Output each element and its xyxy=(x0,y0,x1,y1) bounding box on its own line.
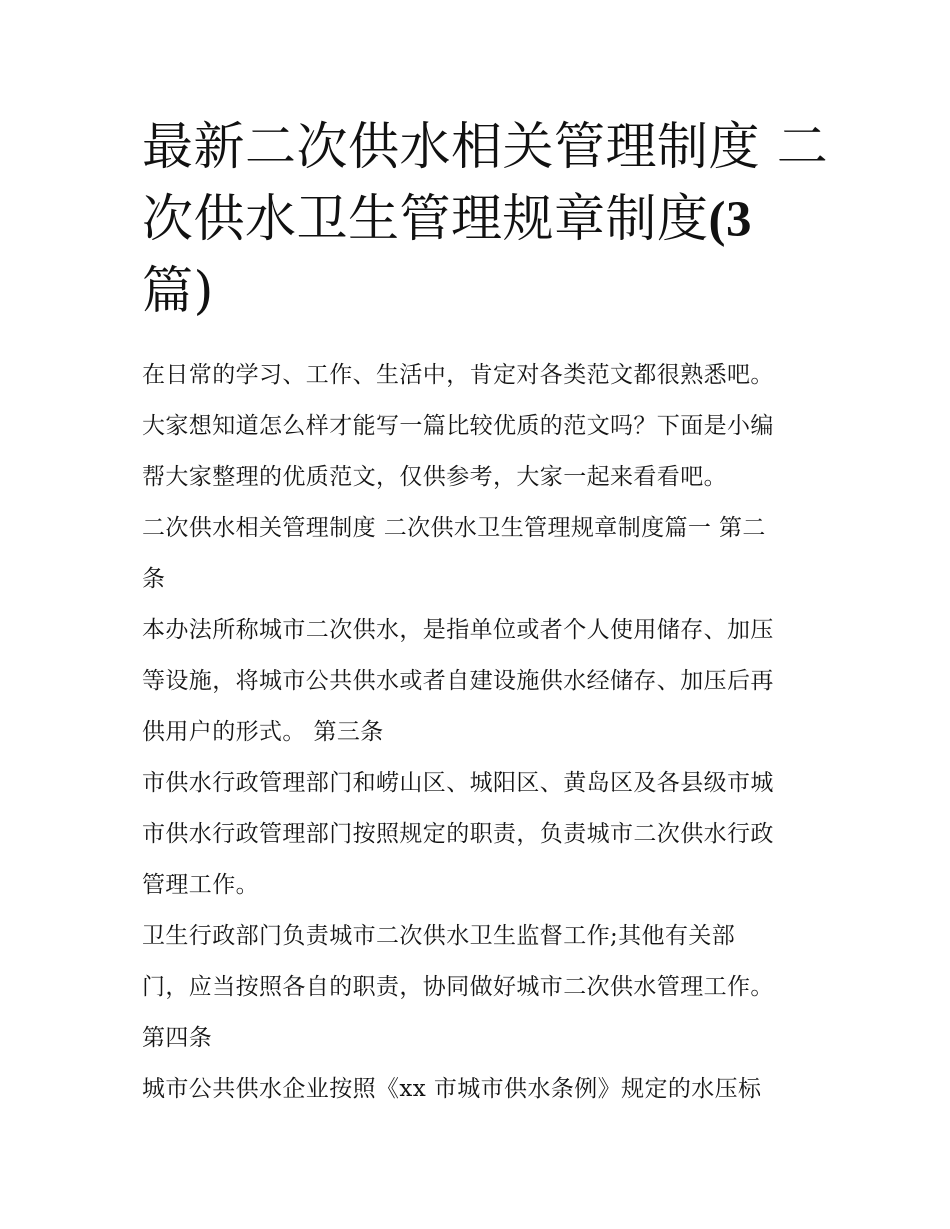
body-line: 供用户的形式。 第三条 xyxy=(142,719,384,745)
body-line: 在日常的学习、工作、生活中，肯定对各类范文都很熟悉吧。 xyxy=(142,362,774,388)
body-line: 本办法所称城市二次供水，是指单位或者个人使用储存、加压 xyxy=(142,617,774,643)
title-count-bold: (3 xyxy=(708,192,752,248)
body-line: 市供水行政管理部门按照规定的职责，负责城市二次供水行政 xyxy=(142,821,774,847)
title-line-3-text: 篇) xyxy=(142,262,214,321)
title-line-1: 最新二次供水相关管理制度 二 xyxy=(142,118,829,177)
title-line-2 xyxy=(142,184,822,256)
body-line: 市供水行政管理部门和崂山区、城阳区、黄岛区及各县级市城 xyxy=(142,770,774,796)
body-line: 等设施，将城市公共供水或者自建设施供水经储存、加压后再 xyxy=(142,668,774,694)
body-line: 大家想知道怎么样才能写一篇比较优质的范文吗？下面是小编 xyxy=(142,413,774,439)
body-line: 条 xyxy=(142,566,166,592)
title-line-3 xyxy=(142,256,822,328)
body-line: 帮大家整理的优质范文，仅供参考，大家一起来看看吧。 xyxy=(142,464,727,490)
document-body xyxy=(142,350,822,1115)
body-line: 门，应当按照各自的职责，协同做好城市二次供水管理工作。 xyxy=(142,974,774,1000)
title-line-2-text: 次供水卫生管理规章制度 xyxy=(142,190,709,249)
body-line: 城市公共供水企业按照《xx 市城市供水条例》规定的水压标 xyxy=(142,1076,762,1102)
body-line: 第四条 xyxy=(142,1025,213,1051)
document-title xyxy=(142,112,829,328)
body-line: 卫生行政部门负责城市二次供水卫生监督工作;其他有关部 xyxy=(142,923,736,949)
body-line: 管理工作。 xyxy=(142,872,259,898)
body-line: 二次供水相关管理制度 二次供水卫生管理规章制度篇一 第二 xyxy=(142,515,766,541)
document-content xyxy=(142,112,829,1115)
